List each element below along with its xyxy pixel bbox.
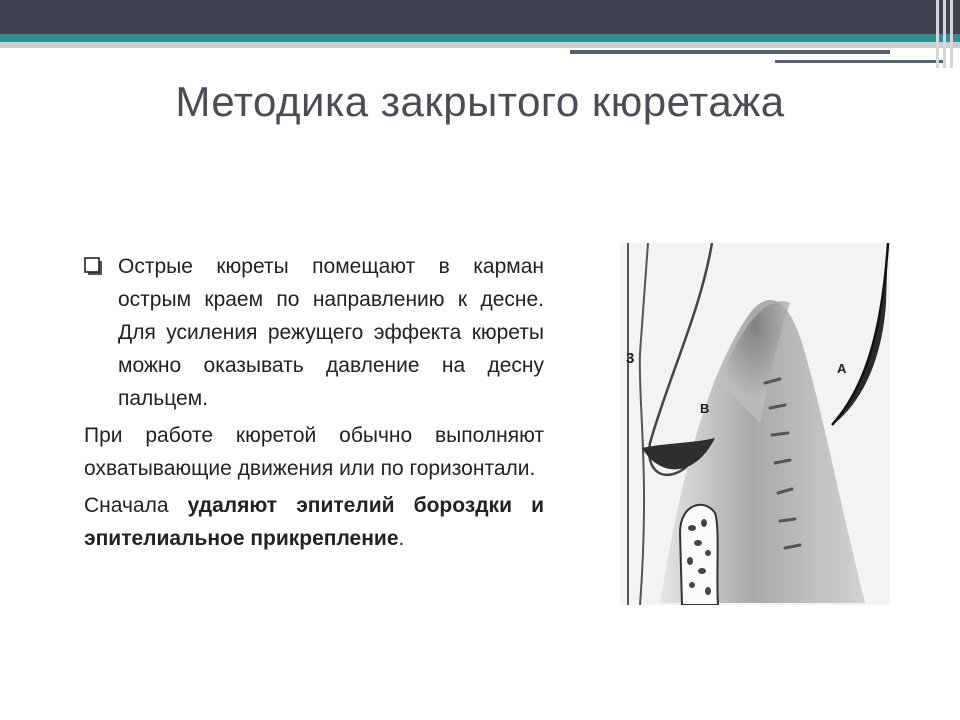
paragraph-3-start: Сначала bbox=[84, 494, 188, 517]
accent-line bbox=[775, 60, 945, 63]
top-bar bbox=[0, 0, 960, 34]
paragraph-3-bold: удаляют эпителий бороздки и эпителиальное прикрепление bbox=[84, 494, 544, 550]
paragraph-3-end: . bbox=[398, 527, 405, 550]
decor-vline bbox=[943, 0, 946, 68]
curettage-illustration bbox=[620, 243, 890, 605]
accent-line bbox=[570, 50, 890, 54]
teal-stripe bbox=[0, 34, 960, 42]
figure-label-b: B bbox=[700, 401, 710, 416]
gray-band bbox=[0, 42, 960, 48]
slide-title: Методика закрытого кюретажа bbox=[175, 78, 785, 125]
checkbox-bullet-icon bbox=[84, 250, 118, 419]
figure-label-a: A bbox=[837, 361, 847, 376]
figure-label-3: 3 bbox=[626, 350, 635, 367]
paragraph-2: При работе кюретой обычно выполняют охватывающие движения или по горизонтали. bbox=[84, 424, 544, 480]
paragraph-3 bbox=[84, 489, 544, 555]
decor-vline bbox=[950, 0, 953, 68]
decor-vline bbox=[936, 0, 939, 68]
bullet-text: Острые кюреты помещают в карман острым краем по направлению к десне. Для усиления режущего эффекта кюреты можно оказывать давление на десну пальцем. bbox=[118, 255, 544, 410]
bullet-item bbox=[84, 250, 544, 419]
slide-body bbox=[84, 250, 544, 559]
